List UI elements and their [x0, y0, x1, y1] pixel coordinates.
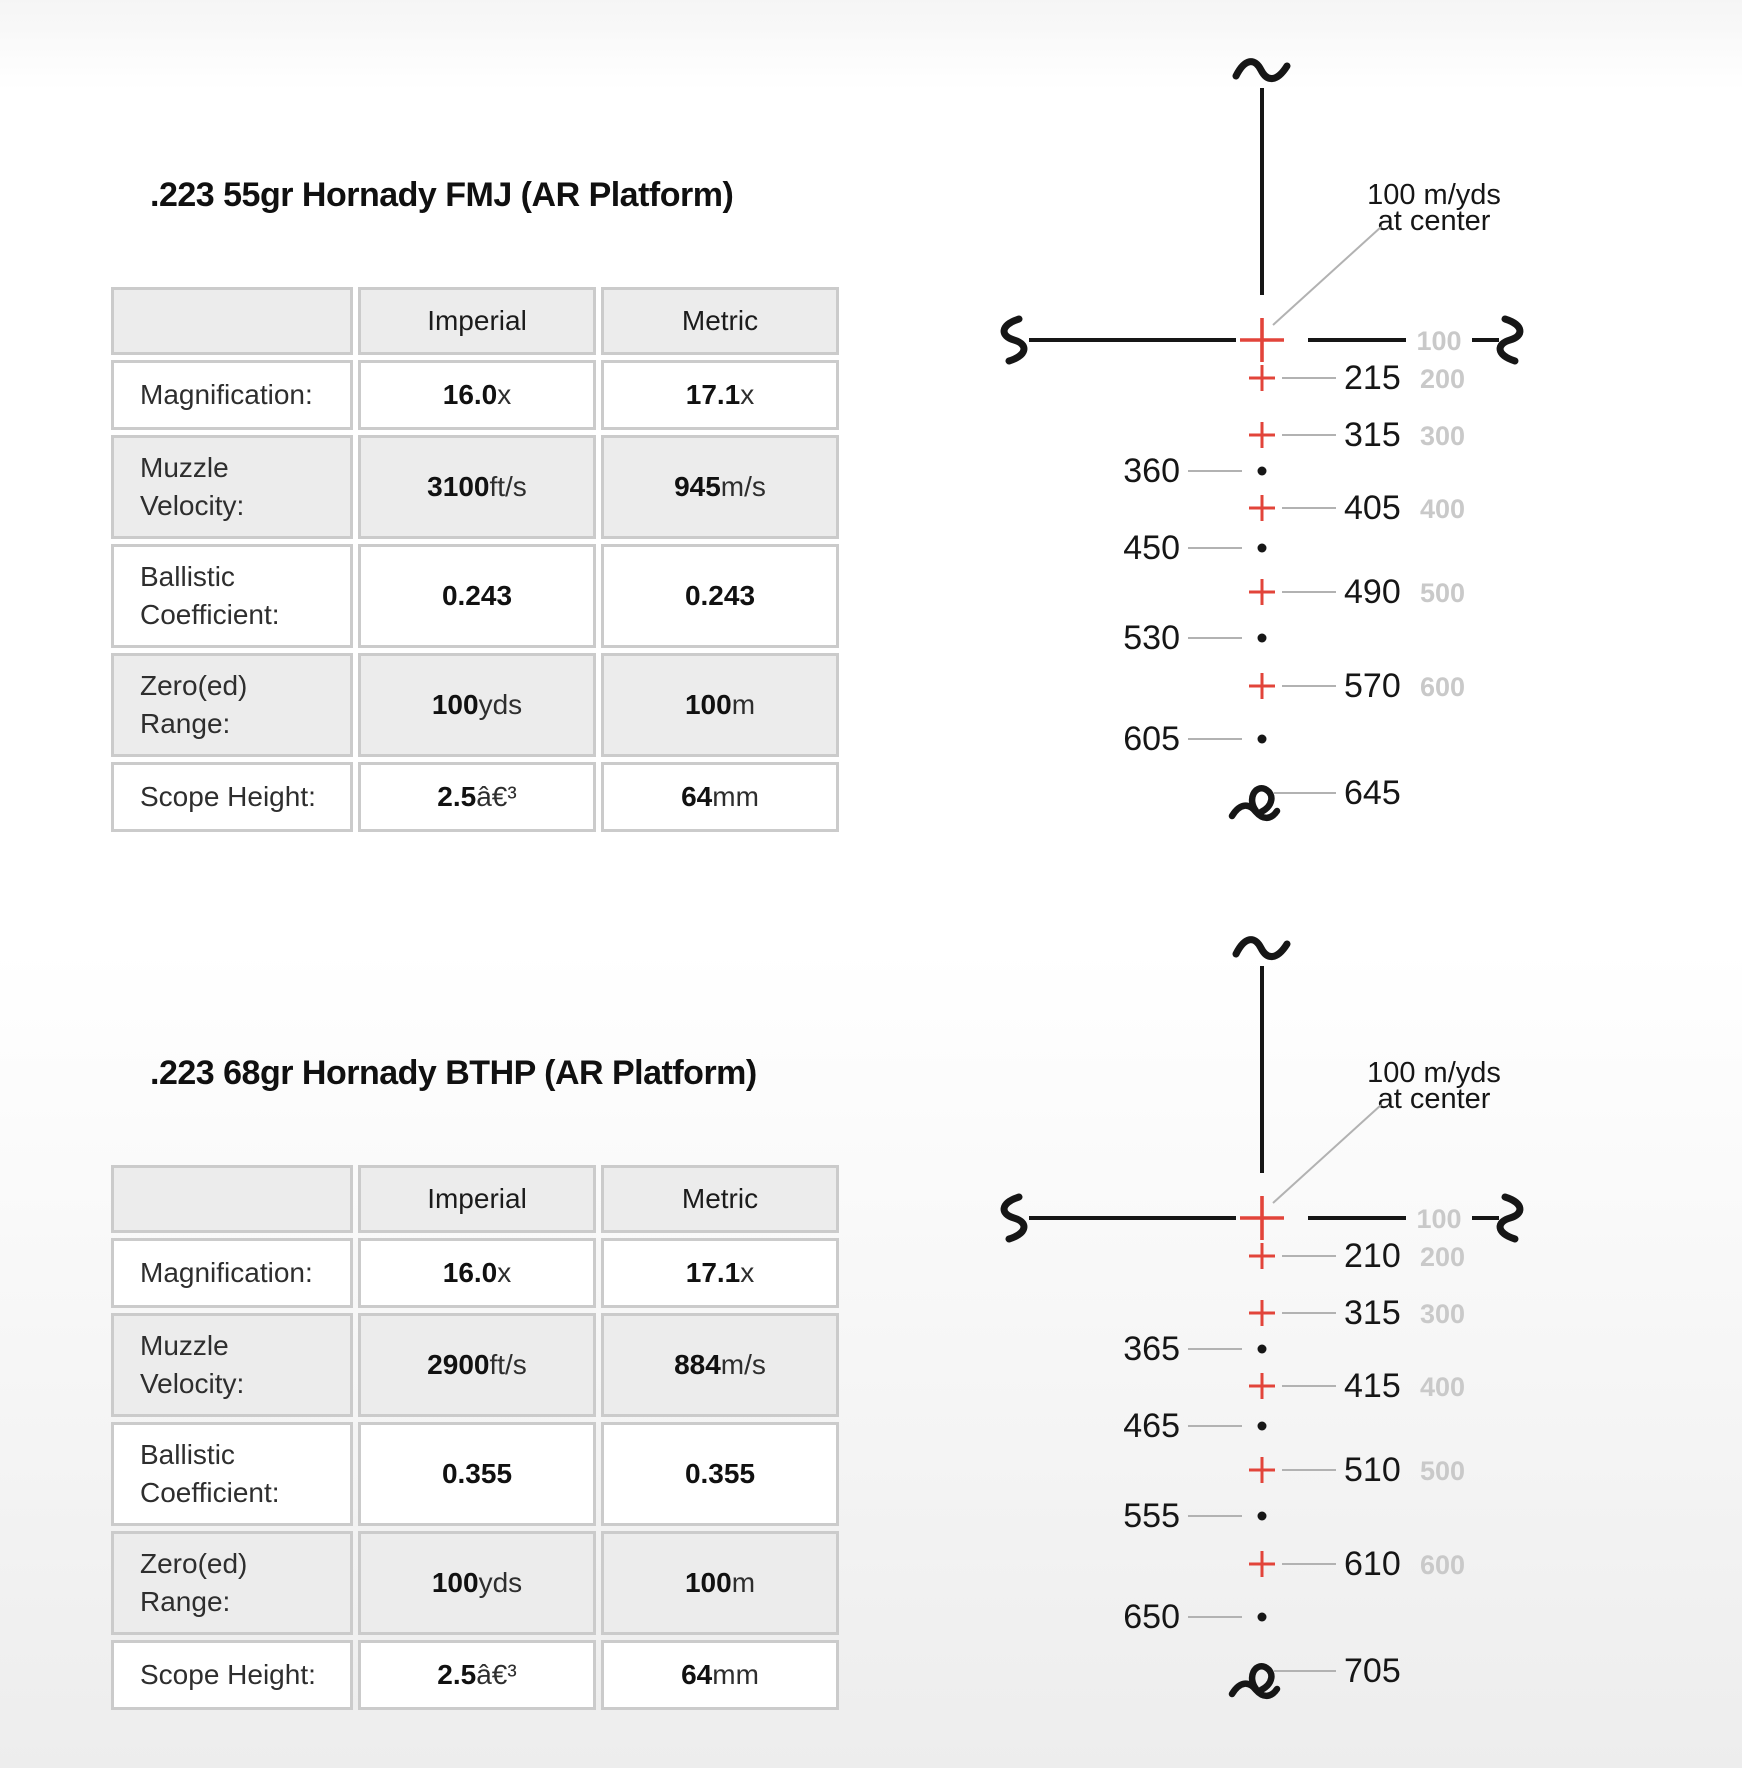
holdover-distance-label: 450	[1123, 529, 1180, 567]
spec-imperial-value	[358, 653, 596, 757]
holdover-distance-label: 510	[1344, 1451, 1401, 1489]
value-number: 100	[431, 689, 479, 720]
spec-row-ballistic-coefficient	[111, 544, 839, 648]
holdover-range-label: 500	[1420, 578, 1466, 608]
spec-metric-value	[601, 1422, 839, 1526]
spec-metric-value	[601, 1640, 839, 1710]
specs-header-metric: Metric	[601, 287, 839, 355]
specs-table	[106, 1160, 844, 1715]
value-number: 884	[674, 1349, 721, 1380]
reticle-note-line2: at center	[1377, 205, 1491, 237]
profile-section-bthp	[0, 878, 1742, 1756]
value-unit: â€³	[476, 1659, 517, 1690]
holdover-dot-icon	[1258, 1422, 1267, 1431]
spec-row-scope-height	[111, 762, 839, 832]
value-number: 100	[684, 1567, 732, 1598]
spec-row-muzzle-velocity	[111, 435, 839, 539]
spec-imperial-value	[358, 762, 596, 832]
holdover-distance-label: 360	[1123, 452, 1180, 490]
profile-section-fmj	[0, 0, 1742, 878]
value-number: 2.5	[437, 781, 477, 812]
holdover-distance-label: 315	[1344, 1294, 1401, 1332]
holdover-range-label: 600	[1420, 672, 1466, 702]
value-number: 2900	[427, 1349, 490, 1380]
holdover-distance-label: 215	[1344, 359, 1401, 397]
note-leader-line	[1273, 1105, 1381, 1203]
specs-header-imperial: Imperial	[358, 287, 596, 355]
value-unit: ft/s	[489, 471, 527, 502]
spec-row-magnification	[111, 1238, 839, 1308]
holdover-range-label: 400	[1420, 1372, 1466, 1402]
value-number: 16.0	[442, 1257, 498, 1288]
holdover-dot-icon	[1258, 735, 1267, 744]
specs-header-blank	[111, 1165, 353, 1233]
spec-label: Muzzle Velocity:	[111, 1313, 353, 1417]
spec-row-ballistic-coefficient	[111, 1422, 839, 1526]
spec-metric-value	[601, 435, 839, 539]
spec-label: Magnification:	[111, 360, 353, 430]
holdover-distance-label: 605	[1123, 720, 1180, 758]
spec-label: Zero(ed) Range:	[111, 653, 353, 757]
note-leader-line	[1273, 227, 1381, 325]
value-unit: ft/s	[489, 1349, 527, 1380]
spec-imperial-value	[358, 435, 596, 539]
holdover-distance-label: 465	[1123, 1407, 1180, 1445]
reticle-diagram	[940, 40, 1600, 860]
value-number: 2.5	[437, 1659, 477, 1690]
break-symbol-left	[1004, 319, 1024, 361]
center-range-label: 100	[1416, 326, 1462, 356]
break-symbol-bottom	[1252, 788, 1271, 812]
holdover-distance-label: 570	[1344, 667, 1401, 705]
spec-imperial-value	[358, 1313, 596, 1417]
holdover-dot-icon	[1258, 467, 1267, 476]
spec-imperial-value	[358, 1238, 596, 1308]
value-number: 945	[674, 471, 721, 502]
value-unit: â€³	[476, 781, 517, 812]
reticle-diagram	[940, 918, 1600, 1738]
holdover-range-label: 300	[1420, 1299, 1466, 1329]
holdover-range-label: 300	[1420, 421, 1466, 451]
break-symbol-left	[1004, 1197, 1024, 1239]
spec-imperial-value	[358, 1422, 596, 1526]
holdover-distance-label: 650	[1123, 1598, 1180, 1636]
spec-label: Scope Height:	[111, 762, 353, 832]
holdover-distance-label: 530	[1123, 619, 1180, 657]
holdover-range-label: 200	[1420, 1242, 1466, 1272]
spec-metric-value	[601, 653, 839, 757]
value-number: 17.1	[685, 1257, 741, 1288]
holdover-distance-label: 555	[1123, 1497, 1180, 1535]
holdover-dot-icon	[1258, 1345, 1267, 1354]
holdover-distance-label: 365	[1123, 1330, 1180, 1368]
value-unit: yds	[478, 689, 523, 720]
spec-metric-value	[601, 360, 839, 430]
value-number: 17.1	[685, 379, 741, 410]
value-unit: m/s	[720, 1349, 766, 1380]
spec-imperial-value	[358, 1531, 596, 1635]
value-unit: m	[731, 1567, 756, 1598]
value-unit: x	[740, 379, 755, 410]
value-unit: yds	[478, 1567, 523, 1598]
spec-imperial-value	[358, 360, 596, 430]
value-unit: x	[497, 1257, 512, 1288]
spec-row-zeroed-range	[111, 653, 839, 757]
value-number: 100	[431, 1567, 479, 1598]
specs-table	[106, 282, 844, 837]
value-unit: m	[731, 689, 756, 720]
value-number: 100	[684, 689, 732, 720]
holdover-dot-icon	[1258, 1512, 1267, 1521]
spec-row-scope-height	[111, 1640, 839, 1710]
spec-label: Ballistic Coefficient:	[111, 1422, 353, 1526]
holdover-range-label: 400	[1420, 494, 1466, 524]
spec-imperial-value	[358, 544, 596, 648]
holdover-distance-label: 210	[1344, 1237, 1401, 1275]
value-number: 64	[681, 1659, 713, 1690]
value-unit: x	[740, 1257, 755, 1288]
holdover-distance-label: 645	[1344, 774, 1401, 812]
specs-header-blank	[111, 287, 353, 355]
reticle-note-line1: 100 m/yds	[1367, 1057, 1501, 1089]
spec-row-muzzle-velocity	[111, 1313, 839, 1417]
holdover-distance-label: 415	[1344, 1367, 1401, 1405]
specs-header-row	[111, 1165, 839, 1233]
spec-metric-value	[601, 762, 839, 832]
value-number: 0.243	[684, 580, 756, 611]
break-symbol-bottom	[1252, 1666, 1271, 1690]
section-title: .223 68gr Hornady BTHP (AR Platform)	[150, 1054, 757, 1092]
section-title: .223 55gr Hornady FMJ (AR Platform)	[150, 176, 734, 214]
spec-metric-value	[601, 1238, 839, 1308]
spec-metric-value	[601, 1531, 839, 1635]
specs-header-row	[111, 287, 839, 355]
reticle-note-line1: 100 m/yds	[1367, 179, 1501, 211]
spec-row-magnification	[111, 360, 839, 430]
holdover-distance-label: 705	[1344, 1652, 1401, 1690]
spec-label: Magnification:	[111, 1238, 353, 1308]
break-symbol-top	[1236, 62, 1287, 79]
spec-metric-value	[601, 1313, 839, 1417]
spec-row-zeroed-range	[111, 1531, 839, 1635]
reticle-note-line2: at center	[1377, 1083, 1491, 1115]
spec-label: Zero(ed) Range:	[111, 1531, 353, 1635]
value-number: 0.243	[441, 580, 513, 611]
spec-label: Ballistic Coefficient:	[111, 544, 353, 648]
holdover-range-label: 600	[1420, 1550, 1466, 1580]
value-unit: mm	[712, 781, 759, 812]
break-symbol-top	[1236, 940, 1287, 957]
holdover-distance-label: 315	[1344, 416, 1401, 454]
holdover-range-label: 200	[1420, 364, 1466, 394]
spec-label: Scope Height:	[111, 1640, 353, 1710]
value-unit: mm	[712, 1659, 759, 1690]
holdover-dot-icon	[1258, 1613, 1267, 1622]
value-number: 16.0	[442, 379, 498, 410]
holdover-dot-icon	[1258, 634, 1267, 643]
break-symbol-right	[1500, 319, 1520, 361]
specs-header-imperial: Imperial	[358, 1165, 596, 1233]
holdover-dot-icon	[1258, 544, 1267, 553]
break-symbol-right	[1500, 1197, 1520, 1239]
value-unit: x	[497, 379, 512, 410]
value-number: 3100	[427, 471, 490, 502]
spec-metric-value	[601, 544, 839, 648]
value-number: 0.355	[684, 1458, 756, 1489]
value-number: 64	[681, 781, 713, 812]
value-number: 0.355	[441, 1458, 513, 1489]
holdover-range-label: 500	[1420, 1456, 1466, 1486]
holdover-distance-label: 490	[1344, 573, 1401, 611]
spec-label: Muzzle Velocity:	[111, 435, 353, 539]
holdover-distance-label: 405	[1344, 489, 1401, 527]
center-range-label: 100	[1416, 1204, 1462, 1234]
holdover-distance-label: 610	[1344, 1545, 1401, 1583]
specs-header-metric: Metric	[601, 1165, 839, 1233]
value-unit: m/s	[720, 471, 766, 502]
spec-imperial-value	[358, 1640, 596, 1710]
